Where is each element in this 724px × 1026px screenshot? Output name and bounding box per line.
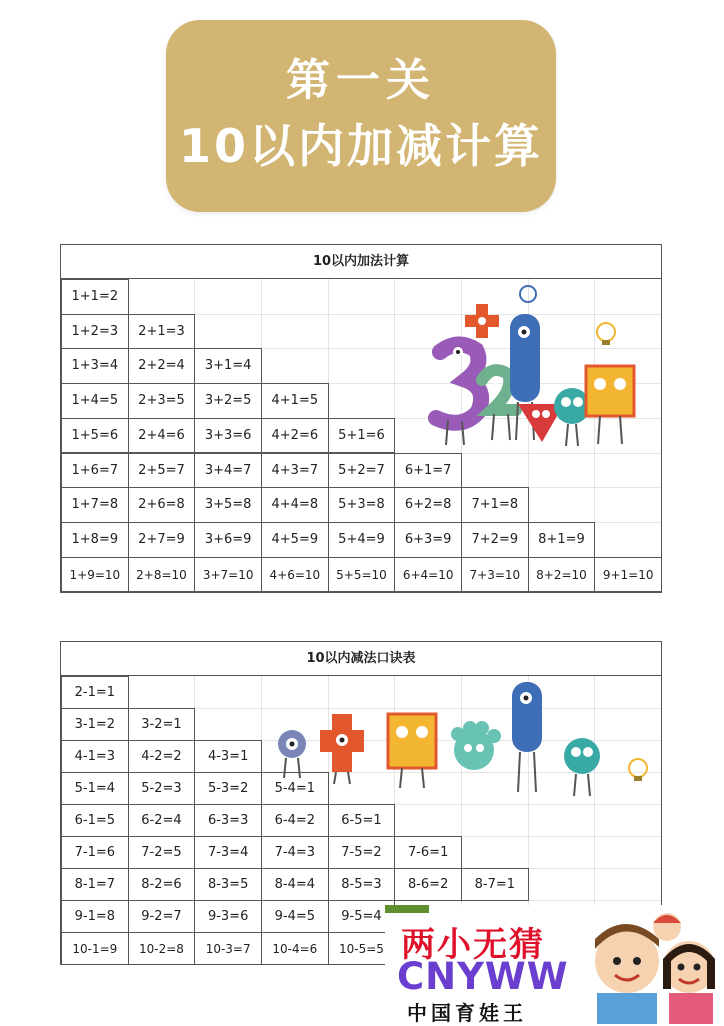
add-cell: 8+1=9	[528, 522, 596, 558]
sub-cell: 7-6=1	[394, 836, 462, 869]
add-cell: 6+1=7	[394, 453, 462, 489]
add-cell: 4+5=9	[261, 522, 329, 558]
add-cell: 2+1=3	[128, 314, 196, 350]
add-cell: 7+2=9	[461, 522, 529, 558]
sub-cell: 4-3=1	[194, 740, 262, 773]
sub-cell: 7-4=3	[261, 836, 329, 869]
monster-square-icon	[586, 366, 634, 444]
add-cell: 2+2=4	[128, 348, 196, 384]
sub-cell: 5-2=3	[128, 772, 196, 805]
watermark-line3: 中国育娃王	[407, 1001, 527, 1025]
banner-subtitle: 10以内加减计算	[178, 119, 543, 173]
add-cell: 2+7=9	[128, 522, 196, 558]
add-cell: 5+1=6	[328, 418, 396, 454]
add-cell: 5+3=8	[328, 487, 396, 523]
sub-cell: 7-5=2	[328, 836, 396, 869]
sub-cell: 3-1=2	[61, 708, 129, 741]
add-cell: 1+8=9	[61, 522, 129, 558]
add-cell: 1+7=8	[61, 487, 129, 523]
add-cell: 3+7=10	[194, 557, 262, 593]
monster-circle-teal-icon	[564, 738, 600, 796]
add-cell: 3+1=4	[194, 348, 262, 384]
add-cell: 5+2=7	[328, 453, 396, 489]
add-cell: 9+1=10	[594, 557, 662, 593]
add-cell: 2+4=6	[128, 418, 196, 454]
sub-cell: 4-2=2	[128, 740, 196, 773]
add-cell: 1+1=2	[61, 279, 129, 315]
add-cell: 4+3=7	[261, 453, 329, 489]
add-cell: 1+3=4	[61, 348, 129, 384]
sub-cell: 10-2=8	[128, 932, 196, 965]
sub-cell: 10-4=6	[261, 932, 329, 965]
level-banner	[166, 20, 556, 212]
add-cell: 7+1=8	[461, 487, 529, 523]
add-cell: 5+5=10	[328, 557, 396, 593]
sub-cell: 5-4=1	[261, 772, 329, 805]
sub-cell: 4-1=3	[61, 740, 129, 773]
sub-cell: 7-1=6	[61, 836, 129, 869]
sub-cell: 9-5=4	[328, 900, 396, 933]
add-cell: 2+6=8	[128, 487, 196, 523]
sub-cell: 8-3=5	[194, 868, 262, 901]
sub-cell: 5-1=4	[61, 772, 129, 805]
monster-square-yellow-icon	[388, 714, 436, 788]
add-cell: 6+2=8	[394, 487, 462, 523]
sub-cell: 8-4=4	[261, 868, 329, 901]
lightbulb-icon	[597, 323, 615, 345]
add-cell: 3+3=6	[194, 418, 262, 454]
monster-plus-orange-icon	[320, 714, 364, 784]
add-cell: 8+2=10	[528, 557, 596, 593]
add-cell: 1+5=6	[61, 418, 129, 454]
add-cell: 4+4=8	[261, 487, 329, 523]
sub-cell: 6-2=4	[128, 804, 196, 837]
sub-cell: 8-6=2	[394, 868, 462, 901]
sub-cell: 8-1=7	[61, 868, 129, 901]
watermark-line1: 两小无猜	[401, 925, 545, 965]
sub-cell: 8-7=1	[461, 868, 529, 901]
sub-cell: 10-3=7	[194, 932, 262, 965]
add-cell: 7+3=10	[461, 557, 529, 593]
add-cell: 2+8=10	[128, 557, 196, 593]
sub-cell: 8-2=6	[128, 868, 196, 901]
add-cell: 3+6=9	[194, 522, 262, 558]
sub-cell: 9-3=6	[194, 900, 262, 933]
watermark-logo	[385, 905, 724, 1024]
add-cell: 2+3=5	[128, 383, 196, 419]
add-cell: 1+9=10	[61, 557, 129, 593]
add-cell: 2+5=7	[128, 453, 196, 489]
monster-eye-icon	[278, 730, 306, 778]
monster-plus-icon	[465, 304, 499, 338]
subtraction-table-title: 10以内减法口诀表	[61, 642, 661, 676]
add-cell: 3+4=7	[194, 453, 262, 489]
sub-cell: 10-5=5	[328, 932, 396, 965]
add-cell: 4+6=10	[261, 557, 329, 593]
add-cell: 1+6=7	[61, 453, 129, 489]
sub-cell: 10-1=9	[61, 932, 129, 965]
add-cell: 6+3=9	[394, 522, 462, 558]
sub-cell: 5-3=2	[194, 772, 262, 805]
add-cell: 4+1=5	[261, 383, 329, 419]
monster-tall-blue-2-icon	[512, 682, 542, 792]
kids-cartoon-icon	[575, 909, 724, 1024]
subtraction-monsters-illustration	[268, 680, 660, 800]
sub-cell: 6-4=2	[261, 804, 329, 837]
add-cell: 3+5=8	[194, 487, 262, 523]
watermark-bar	[385, 905, 429, 913]
add-cell: 4+2=6	[261, 418, 329, 454]
lightbulb-2-icon	[629, 759, 647, 781]
sub-cell: 8-5=3	[328, 868, 396, 901]
number-monsters-illustration	[418, 280, 648, 455]
monster-three-icon	[436, 344, 481, 445]
sub-cell: 9-4=5	[261, 900, 329, 933]
sub-cell: 7-2=5	[128, 836, 196, 869]
sub-cell: 6-1=5	[61, 804, 129, 837]
sub-cell: 9-2=7	[128, 900, 196, 933]
sub-cell: 3-2=1	[128, 708, 196, 741]
add-cell: 1+2=3	[61, 314, 129, 350]
add-cell: 5+4=9	[328, 522, 396, 558]
sub-cell: 6-3=3	[194, 804, 262, 837]
add-cell: 1+4=5	[61, 383, 129, 419]
sub-cell: 6-5=1	[328, 804, 396, 837]
monster-hand-icon	[451, 721, 501, 770]
addition-table-title: 10以内加法计算	[61, 245, 661, 279]
banner-level-title: 第一关	[286, 55, 436, 106]
add-cell: 3+2=5	[194, 383, 262, 419]
sub-cell: 2-1=1	[61, 676, 129, 709]
add-cell: 6+4=10	[394, 557, 462, 593]
watermark-line2: CNYWW	[397, 955, 569, 998]
sub-cell: 9-1=8	[61, 900, 129, 933]
sub-cell: 7-3=4	[194, 836, 262, 869]
